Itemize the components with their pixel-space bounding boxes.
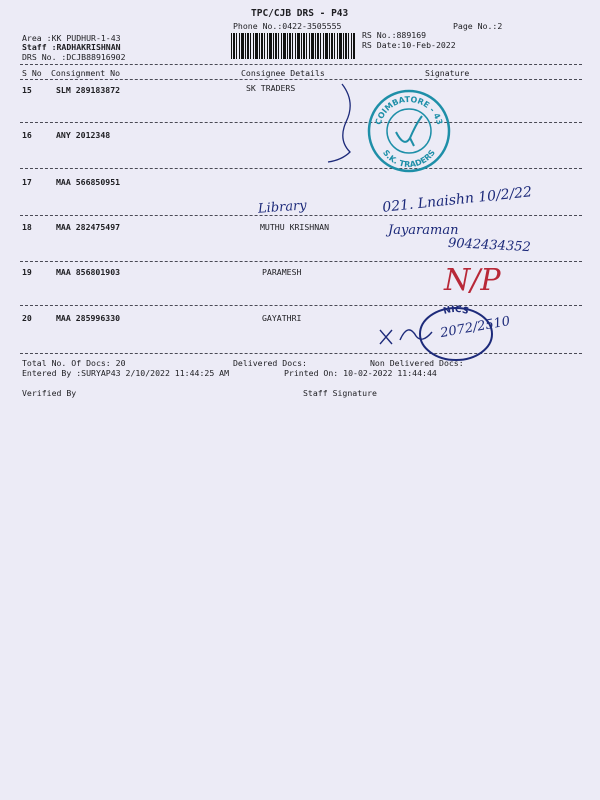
handwritten-phone: 9042434352 [447,235,532,256]
divider [20,64,582,65]
handwritten-np: N/P [444,263,501,298]
col-header-signature: Signature [425,68,470,78]
drs-number: DRS No. :DCJB88916902 [22,52,126,62]
row-17-consignment: MAA 566850951 [56,177,121,187]
rs-date: RS Date:10-Feb-2022 [362,40,456,50]
row-20-sno: 20 [22,313,32,323]
company-stamp [366,88,452,174]
svg-text:NICS [442,305,469,317]
row-divider [20,122,582,123]
delivered-docs: Delivered Docs: [233,358,307,368]
stamp-text-top: COIMBATORE - 43 [373,94,445,126]
row-15-consignment: SLM 289183872 [56,85,121,95]
row-18-consignee: MUTHU KRISHNAN [260,222,330,232]
divider [20,79,582,80]
row-18-sno: 18 [22,222,32,232]
drs-title: TPC/CJB DRS - P43 [251,8,349,19]
row-15-consignee: SK TRADERS [246,83,296,93]
phone-number: Phone No.:0422-3505555 [233,21,342,31]
entered-by: Entered By :SURYAP43 2/10/2022 11:44:25 AM [22,368,230,378]
handwritten-row20-note: 2072/2510 [439,313,512,342]
row-20-consignee: GAYATHRI [262,313,302,323]
stamp-text-bottom: S.K. TRADERS [380,148,438,170]
staff-signature: Staff Signature [303,388,377,398]
row-18-consignment: MAA 282475497 [56,222,121,232]
row-16-sno: 16 [22,130,32,140]
signature-scrawl [312,82,362,166]
handwritten-library: Library [257,198,308,217]
col-header-consignment: Consignment No [51,68,121,78]
total-docs: Total No. Of Docs: 20 [22,358,126,368]
row-17-sno: 17 [22,177,32,187]
row-divider [20,261,582,262]
staff-label: Staff :RADHAKRISHNAN [22,42,121,52]
page-number: Page No.:2 [453,21,503,31]
row-20-consignment: MAA 285996330 [56,313,121,323]
signature-scrawl [378,318,438,348]
verified-by: Verified By [22,388,77,398]
non-delivered-docs: Non Delivered Docs: [370,358,464,368]
barcode-graphic [231,33,355,59]
row-16-consignment: ANY 2012348 [56,130,111,140]
row-15-sno: 15 [22,85,32,95]
row-19-sno: 19 [22,267,32,277]
col-header-sno: S No [22,68,42,78]
row-divider [20,168,582,169]
partial-stamp-text: NICS [442,304,470,317]
col-header-consignee: Consignee Details [241,68,325,78]
area-label: Area :KK PUDHUR-1-43 [22,33,121,43]
handwritten-name: Jayaraman [388,223,459,238]
row-divider [20,215,582,216]
printed-on: Printed On: 10-02-2022 11:44:44 [284,368,437,378]
row-19-consignment: MAA 856801903 [56,267,121,277]
row-19-consignee: PARAMESH [262,267,302,277]
handwritten-row17-note: 021. Lnaishn 10/2/22 [381,184,533,216]
rs-number: RS No.:889169 [362,30,427,40]
